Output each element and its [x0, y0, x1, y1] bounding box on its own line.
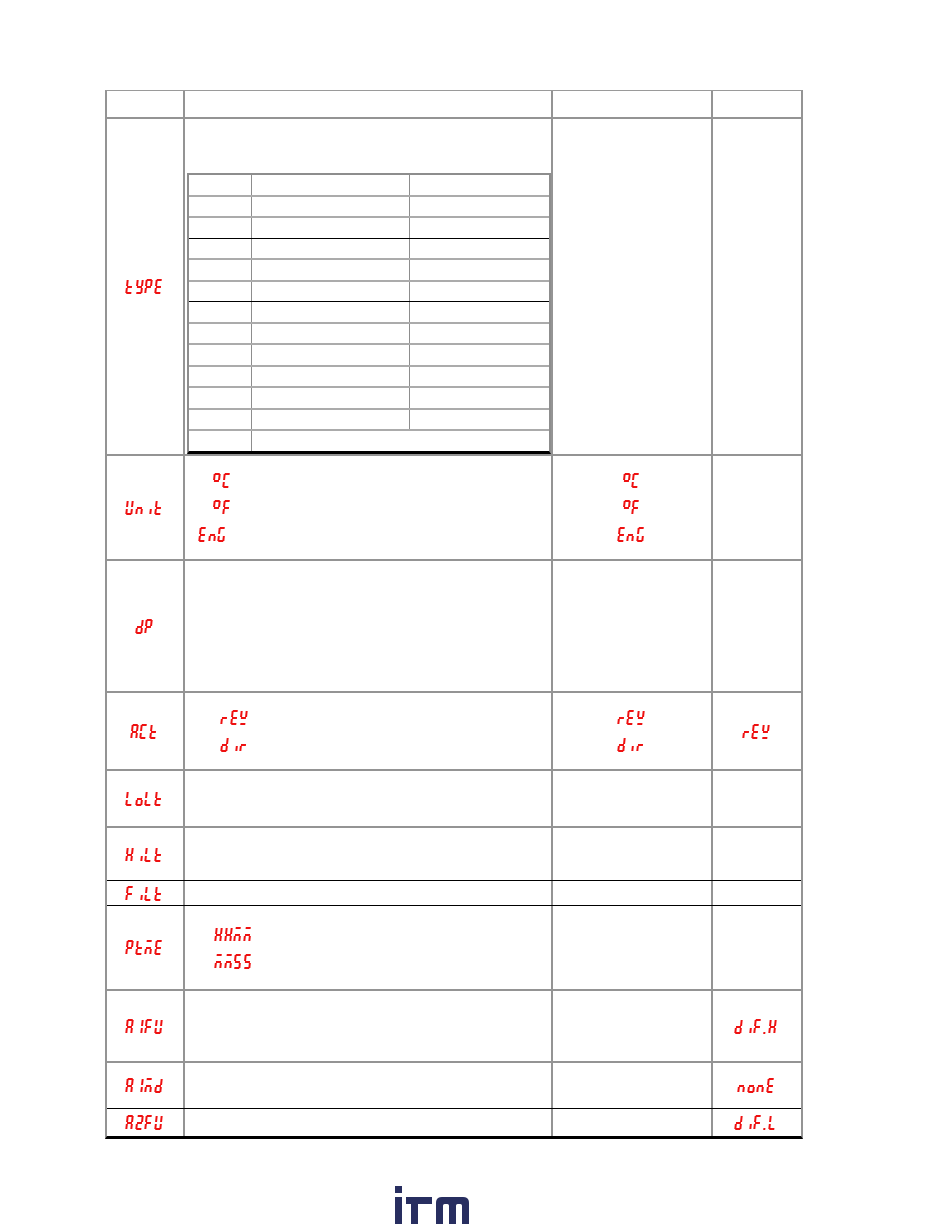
- cell-lolt-label: [107, 771, 185, 826]
- cell-ptme-range: [553, 906, 713, 989]
- header-cell-range: [553, 91, 713, 117]
- inner-cell: [189, 197, 252, 217]
- inner-cell: [410, 388, 549, 408]
- inner-row: [189, 239, 549, 261]
- table-row-filt: [107, 881, 801, 906]
- inner-cell: [410, 367, 549, 387]
- cell-ptme-default: [713, 906, 801, 989]
- param-label-a1fu: [126, 1019, 164, 1034]
- inner-cell: [252, 388, 410, 408]
- inner-cell: [410, 324, 549, 344]
- inner-cell: [252, 302, 410, 322]
- cell-dp-description: [185, 561, 553, 691]
- inner-row: [189, 367, 549, 389]
- header-cell-description: [185, 91, 553, 117]
- act-range-dir: [618, 737, 647, 752]
- inner-row: [189, 388, 549, 410]
- cell-a1md-range: [553, 1063, 713, 1108]
- cell-a1md-default: [713, 1063, 801, 1108]
- inner-cell: [410, 239, 549, 259]
- inner-cell: [189, 345, 252, 365]
- table-row-unit: [107, 456, 801, 561]
- inner-cell: [252, 431, 549, 451]
- table-row-a1md: [107, 1063, 801, 1109]
- ptme-option-mmss: [215, 954, 253, 969]
- table-row-a1fu: [107, 991, 801, 1063]
- inner-cell: [252, 410, 410, 430]
- param-label-ptme: [126, 940, 164, 955]
- cell-act-default: [713, 693, 801, 769]
- cell-act-range: [553, 693, 713, 769]
- cell-filt-label: [107, 881, 185, 905]
- a1fu-default-difh: [735, 1019, 779, 1034]
- cell-unit-label: [107, 456, 185, 559]
- header-cell-default: [713, 91, 801, 117]
- cell-lolt-description: [185, 771, 553, 826]
- cell-filt-range: [553, 881, 713, 905]
- table-row-type: [107, 119, 801, 456]
- inner-cell: [410, 260, 549, 280]
- inner-cell: [189, 302, 252, 322]
- cell-a1fu-description: [185, 991, 553, 1061]
- inner-cell: [252, 367, 410, 387]
- param-label-dp: [136, 619, 155, 634]
- inner-row: [189, 345, 549, 367]
- inner-cell: [252, 175, 410, 195]
- cell-act-description: [185, 693, 553, 769]
- cell-a2fu-description: [185, 1109, 553, 1136]
- unit-option-degF: [213, 500, 232, 515]
- inner-cell: [410, 218, 549, 238]
- header-cell-parameter: [107, 91, 185, 117]
- inner-row: [189, 302, 549, 324]
- unit-option-eng: [199, 527, 228, 542]
- param-label-a2fu: [126, 1115, 164, 1130]
- inner-cell: [189, 175, 252, 195]
- cell-a1md-description: [185, 1063, 553, 1108]
- cell-act-label: [107, 693, 185, 769]
- cell-dp-range: [553, 561, 713, 691]
- cell-lolt-range: [553, 771, 713, 826]
- inner-cell: [189, 239, 252, 259]
- inner-cell: [189, 324, 252, 344]
- param-label-filt: [126, 886, 164, 901]
- inner-cell: [189, 282, 252, 302]
- ptme-option-hhmm: [215, 927, 253, 942]
- cell-a1md-label: [107, 1063, 185, 1108]
- act-range-rev: [618, 710, 647, 725]
- inner-cell: [189, 218, 252, 238]
- inner-cell: [252, 260, 410, 280]
- param-label-unit: [126, 500, 164, 515]
- act-option-dir: [221, 737, 250, 752]
- table-row-hilt: [107, 828, 801, 881]
- cell-a1fu-label: [107, 991, 185, 1061]
- a1md-default-none: [738, 1078, 776, 1093]
- inner-cell: [410, 282, 549, 302]
- cell-filt-description: [185, 881, 553, 905]
- inner-cell: [252, 197, 410, 217]
- inner-row: [189, 218, 549, 239]
- inner-row: [189, 260, 549, 282]
- cell-dp-default: [713, 561, 801, 691]
- param-label-lolt: [126, 791, 164, 806]
- cell-a1fu-range: [553, 991, 713, 1061]
- param-label-act: [131, 724, 160, 739]
- cell-a1fu-default: [713, 991, 801, 1061]
- table-row-dp: [107, 561, 801, 693]
- inner-row: [189, 324, 549, 346]
- cell-hilt-description: [185, 828, 553, 880]
- cell-a2fu-default: [713, 1109, 801, 1136]
- cell-ptme-description: [185, 906, 553, 989]
- unit-range-degF: [623, 500, 642, 515]
- inner-cell: [410, 345, 549, 365]
- inner-cell: [410, 197, 549, 217]
- cell-dp-label: [107, 561, 185, 691]
- unit-range-degC: [623, 473, 642, 488]
- inner-row: [189, 175, 549, 197]
- inner-row: [189, 197, 549, 219]
- inner-cell: [410, 175, 549, 195]
- inner-cell: [410, 302, 549, 322]
- a2fu-default-difl: [735, 1115, 779, 1130]
- cell-unit-description: [185, 456, 553, 559]
- inner-cell: [189, 260, 252, 280]
- table-row-lolt: [107, 771, 801, 828]
- cell-unit-range: [553, 456, 713, 559]
- type-inner-table: [187, 173, 551, 454]
- inner-row: [189, 282, 549, 303]
- act-option-rev: [221, 710, 250, 725]
- table-row-a2fu: [107, 1109, 801, 1136]
- cell-type-label: [107, 119, 185, 454]
- cell-a2fu-label: [107, 1109, 185, 1136]
- cell-type-description: [185, 119, 553, 454]
- act-default-rev: [743, 724, 772, 739]
- cell-hilt-range: [553, 828, 713, 880]
- inner-cell: [252, 324, 410, 344]
- inner-row: [189, 431, 549, 451]
- param-label-a1md: [126, 1078, 164, 1093]
- table-header-row: [107, 91, 801, 119]
- table-row-ptme: [107, 906, 801, 991]
- cell-ptme-label: [107, 906, 185, 989]
- cell-lolt-default: [713, 771, 801, 826]
- inner-cell: [189, 367, 252, 387]
- itm-logo: [395, 1186, 475, 1224]
- param-label-type: [126, 279, 164, 294]
- param-label-hilt: [126, 847, 164, 862]
- cell-a2fu-range: [553, 1109, 713, 1136]
- parameter-table: [105, 90, 803, 1139]
- inner-cell: [189, 388, 252, 408]
- itm-logo-graphic: [395, 1186, 475, 1224]
- cell-unit-default: [713, 456, 801, 559]
- inner-cell: [252, 345, 410, 365]
- unit-option-degC: [213, 473, 232, 488]
- inner-cell: [252, 282, 410, 302]
- cell-type-default: [713, 119, 801, 454]
- cell-filt-default: [713, 881, 801, 905]
- inner-cell: [252, 218, 410, 238]
- inner-cell: [410, 410, 549, 430]
- cell-hilt-label: [107, 828, 185, 880]
- inner-cell: [252, 239, 410, 259]
- unit-range-eng: [618, 527, 647, 542]
- inner-cell: [189, 431, 252, 451]
- inner-row: [189, 410, 549, 432]
- table-row-act: [107, 693, 801, 771]
- cell-type-range: [553, 119, 713, 454]
- cell-hilt-default: [713, 828, 801, 880]
- inner-cell: [189, 410, 252, 430]
